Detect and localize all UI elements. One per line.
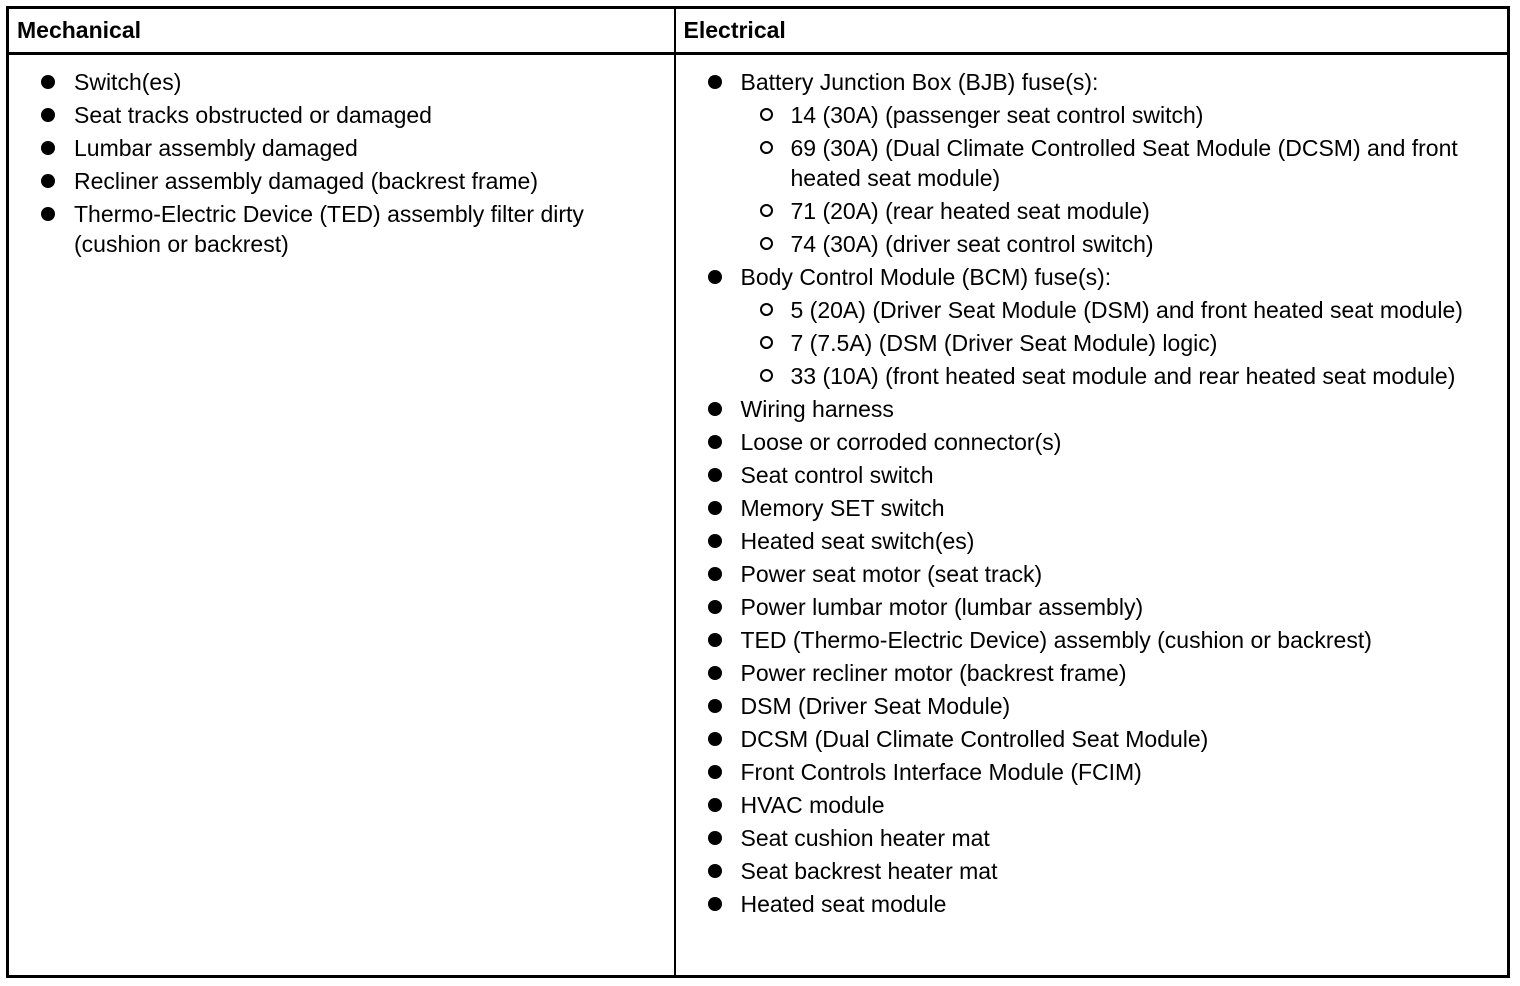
bullet-icon xyxy=(708,402,722,416)
list-item xyxy=(684,823,1478,853)
mechanical-list xyxy=(17,67,634,259)
bullet-icon xyxy=(41,75,55,89)
list-item xyxy=(684,889,1478,919)
header-electrical: Electrical xyxy=(675,8,1509,54)
list-item-text: Recliner assembly damaged (backrest frame) xyxy=(74,168,539,194)
list-item-text: 5 (20A) (Driver Seat Module (DSM) and front heated seat module) xyxy=(790,297,1463,323)
list-item-text: HVAC module xyxy=(740,792,885,818)
table-body-row xyxy=(8,54,1509,977)
list-item-text: 7 (7.5A) (DSM (Driver Seat Module) logic) xyxy=(790,330,1218,356)
list-item xyxy=(684,724,1478,754)
list-item xyxy=(17,199,634,259)
list-item xyxy=(684,559,1478,589)
bullet-icon xyxy=(708,435,722,449)
list-item-text: Switch(es) xyxy=(74,69,182,95)
list-item xyxy=(684,856,1478,886)
list-item xyxy=(741,361,1478,391)
list-item-text: Lumbar assembly damaged xyxy=(74,135,358,161)
list-item xyxy=(684,757,1478,787)
list-item-text: Thermo-Electric Device (TED) assembly filter dirty (cushion or backrest) xyxy=(74,201,584,257)
symptom-causes-table xyxy=(6,6,1510,978)
list-item xyxy=(684,790,1478,820)
bullet-icon xyxy=(708,831,722,845)
list-item-text: Front Controls Interface Module (FCIM) xyxy=(740,759,1142,785)
bullet-icon xyxy=(708,864,722,878)
list-item xyxy=(17,166,634,196)
list-item xyxy=(684,625,1478,655)
list-item-text: Power lumbar motor (lumbar assembly) xyxy=(740,594,1144,620)
list-item xyxy=(741,328,1478,358)
list-item-text: Heated seat module xyxy=(740,891,947,917)
list-item-text: Memory SET switch xyxy=(740,495,945,521)
bullet-icon xyxy=(41,108,55,122)
bullet-icon xyxy=(708,732,722,746)
list-item xyxy=(17,67,634,97)
list-item xyxy=(684,394,1478,424)
table-header-row xyxy=(8,8,1509,54)
list-item xyxy=(684,592,1478,622)
electrical-cell xyxy=(675,54,1509,977)
hollow-bullet-icon xyxy=(760,369,773,382)
list-item-text: Wiring harness xyxy=(740,396,894,422)
list-item xyxy=(741,133,1478,193)
list-item xyxy=(684,526,1478,556)
list-item-text: Seat backrest heater mat xyxy=(740,858,998,884)
bullet-icon xyxy=(708,765,722,779)
list-item xyxy=(684,262,1478,391)
list-item-text: 74 (30A) (driver seat control switch) xyxy=(790,231,1154,257)
list-item-text: Power seat motor (seat track) xyxy=(740,561,1043,587)
bullet-icon xyxy=(708,534,722,548)
bullet-icon xyxy=(708,699,722,713)
list-item xyxy=(684,493,1478,523)
bullet-icon xyxy=(41,174,55,188)
list-item-text: Power recliner motor (backrest frame) xyxy=(740,660,1127,686)
list-item-text: DCSM (Dual Climate Controlled Seat Module) xyxy=(740,726,1209,752)
hollow-bullet-icon xyxy=(760,141,773,154)
list-item xyxy=(684,427,1478,457)
bullet-icon xyxy=(41,207,55,221)
list-item-text: Battery Junction Box (BJB) fuse(s): xyxy=(740,69,1099,95)
list-item xyxy=(684,658,1478,688)
list-item xyxy=(684,67,1478,259)
list-item xyxy=(17,100,634,130)
hollow-bullet-icon xyxy=(760,108,773,121)
list-item xyxy=(741,295,1478,325)
hollow-bullet-icon xyxy=(760,336,773,349)
list-item xyxy=(684,691,1478,721)
sub-list xyxy=(741,295,1478,391)
bullet-icon xyxy=(708,633,722,647)
bullet-icon xyxy=(708,567,722,581)
list-item-text: 14 (30A) (passenger seat control switch) xyxy=(790,102,1204,128)
list-item-text: Seat tracks obstructed or damaged xyxy=(74,102,432,128)
electrical-list xyxy=(684,67,1478,919)
bullet-icon xyxy=(708,798,722,812)
mechanical-cell xyxy=(8,54,675,977)
hollow-bullet-icon xyxy=(760,237,773,250)
bullet-icon xyxy=(708,666,722,680)
list-item-text: 69 (30A) (Dual Climate Controlled Seat Module (DCSM) and front heated seat module) xyxy=(790,135,1458,191)
list-item-text: 71 (20A) (rear heated seat module) xyxy=(790,198,1150,224)
list-item-text: 33 (10A) (front heated seat module and rear heated seat module) xyxy=(790,363,1456,389)
list-item xyxy=(741,100,1478,130)
list-item-text: DSM (Driver Seat Module) xyxy=(740,693,1011,719)
bullet-icon xyxy=(708,468,722,482)
sub-list xyxy=(741,100,1478,259)
bullet-icon xyxy=(708,600,722,614)
hollow-bullet-icon xyxy=(760,303,773,316)
list-item xyxy=(17,133,634,163)
bullet-icon xyxy=(708,897,722,911)
list-item xyxy=(684,460,1478,490)
bullet-icon xyxy=(708,270,722,284)
hollow-bullet-icon xyxy=(760,204,773,217)
bullet-icon xyxy=(41,141,55,155)
list-item xyxy=(741,196,1478,226)
list-item-text: Seat cushion heater mat xyxy=(740,825,990,851)
list-item-text: TED (Thermo-Electric Device) assembly (cushion or backrest) xyxy=(740,627,1372,653)
list-item-text: Heated seat switch(es) xyxy=(740,528,975,554)
list-item xyxy=(741,229,1478,259)
list-item-text: Body Control Module (BCM) fuse(s): xyxy=(740,264,1112,290)
header-mechanical: Mechanical xyxy=(8,8,675,54)
list-item-text: Seat control switch xyxy=(740,462,934,488)
bullet-icon xyxy=(708,75,722,89)
bullet-icon xyxy=(708,501,722,515)
list-item-text: Loose or corroded connector(s) xyxy=(740,429,1062,455)
